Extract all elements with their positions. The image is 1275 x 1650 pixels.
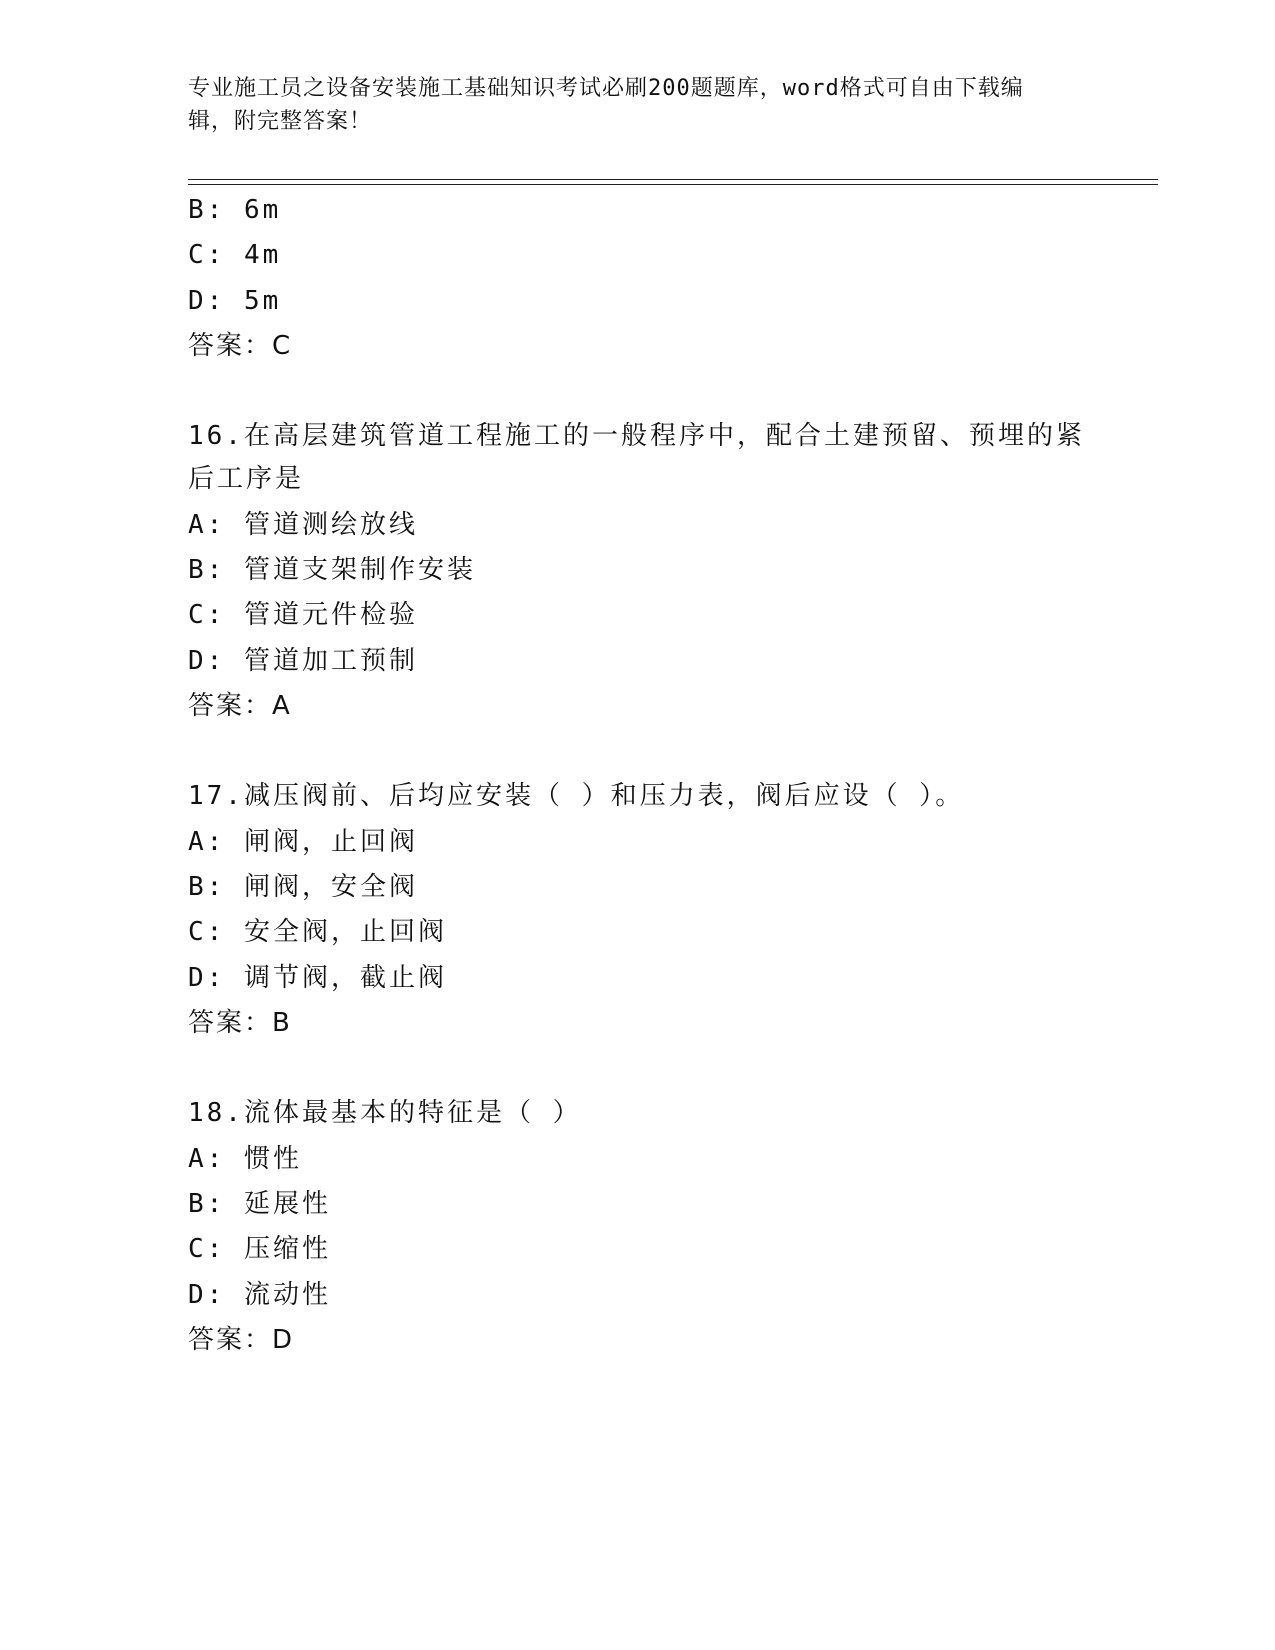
document-header: 专业施工员之设备安装施工基础知识考试必刷200题题库，word格式可自由下载编辑，附完整答案！ — [188, 76, 1024, 134]
q15-option-b: B: 6m — [188, 195, 282, 225]
q16-option-d: D: 管道加工预制 — [188, 646, 418, 676]
q18-option-d: D: 流动性 — [188, 1280, 331, 1310]
q17-answer: 答案：B — [188, 1008, 292, 1038]
q18-answer: 答案：D — [188, 1325, 295, 1355]
q17-option-d: D: 调节阀，截止阀 — [188, 963, 447, 993]
q16-answer: 答案：A — [188, 691, 292, 721]
q15-answer: 答案：C — [188, 331, 293, 361]
q18-option-a: A: 惯性 — [188, 1144, 302, 1174]
q16-option-b: B: 管道支架制作安装 — [188, 555, 476, 585]
q15-option-d: D: 5m — [188, 286, 282, 316]
q18-option-c: C: 压缩性 — [188, 1234, 331, 1264]
header-divider-bottom — [188, 184, 1158, 185]
q18-question: 18.流体最基本的特征是（ ） — [188, 1098, 582, 1128]
q17-question: 17.减压阀前、后均应安装（ ）和压力表，阀后应设（ ）。 — [188, 781, 965, 811]
q16-option-a: A: 管道测绘放线 — [188, 510, 418, 540]
header-divider-top — [188, 179, 1158, 180]
q17-option-c: C: 安全阀，止回阀 — [188, 917, 447, 947]
q15-option-c: C: 4m — [188, 240, 282, 270]
q16-question-line1: 16.在高层建筑管道工程施工的一般程序中，配合土建预留、预埋的紧 — [188, 421, 1085, 451]
q17-option-a: A: 闸阀，止回阀 — [188, 827, 418, 857]
q18-option-b: B: 延展性 — [188, 1189, 331, 1219]
q17-option-b: B: 闸阀，安全阀 — [188, 872, 418, 902]
q16-option-c: C: 管道元件检验 — [188, 600, 418, 630]
q16-question-line2: 后工序是 — [188, 464, 305, 494]
